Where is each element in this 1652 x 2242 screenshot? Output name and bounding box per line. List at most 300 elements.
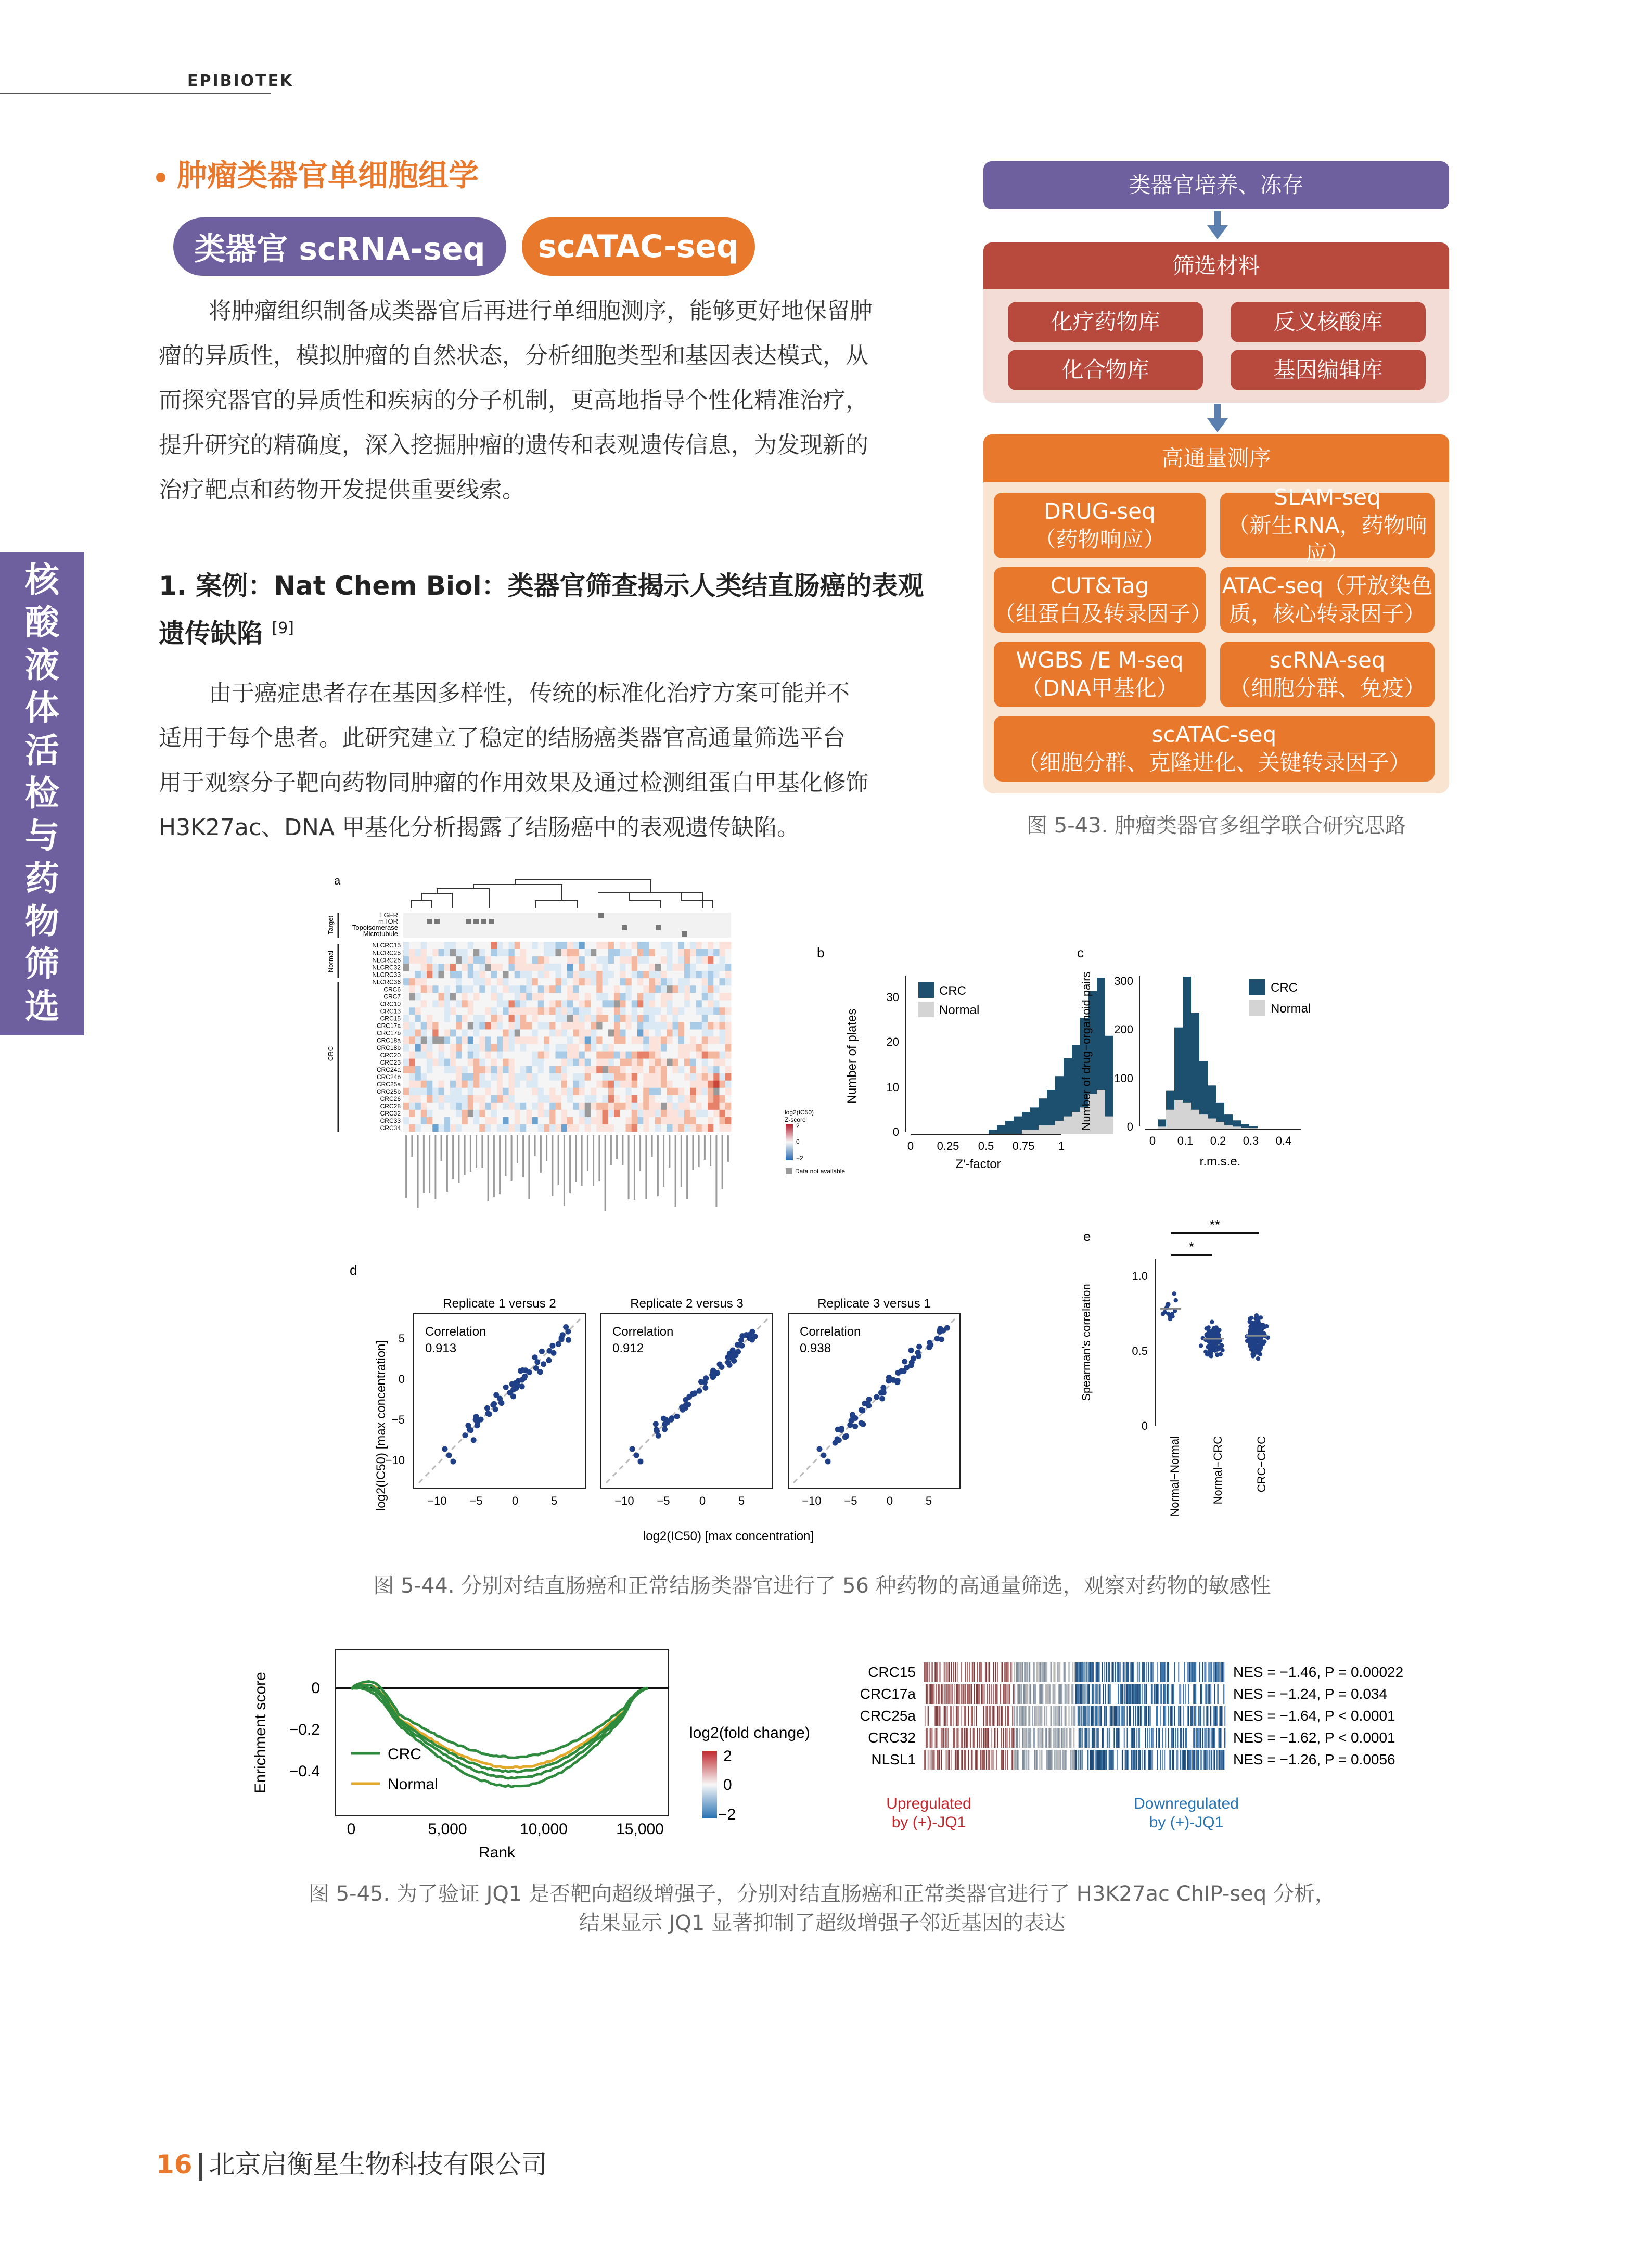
heatmap-cell [526, 1052, 532, 1059]
fig45-barcode-tick [1173, 1750, 1174, 1770]
heatmap-cell [637, 1066, 644, 1073]
fig45-barcode-tick [1065, 1750, 1066, 1770]
fig45-barcode-tick [988, 1728, 989, 1748]
heatmap-cell [708, 1081, 714, 1088]
heatmap-cell [439, 1088, 445, 1095]
fig44e-point [1210, 1320, 1214, 1324]
heatmap-cell [491, 1073, 497, 1081]
heatmap-cell [673, 1029, 679, 1036]
heatmap-cell [637, 1015, 644, 1022]
heatmap-cell [684, 1007, 690, 1015]
fig45-barcode-tick [1005, 1750, 1006, 1770]
heatmap-cell [596, 964, 603, 971]
fig45-barcode-tick [1129, 1684, 1130, 1704]
fig45-barcode-tick [1104, 1750, 1105, 1770]
heatmap-cell [450, 1066, 456, 1073]
fig44a-drug-labels [406, 1135, 728, 1211]
fig44c-bar-normal [1174, 1100, 1183, 1129]
heatmap-cell [549, 1124, 556, 1132]
fig45-row-label: NLSL1 [871, 1751, 916, 1767]
heatmap-cell [684, 985, 690, 993]
fig44b-bar-normal [1030, 1130, 1039, 1134]
heatmap-cell [556, 1000, 562, 1007]
heatmap-cell [432, 1037, 439, 1044]
fig45-barcode-tick [1023, 1750, 1024, 1770]
heatmap-cell [567, 1059, 573, 1066]
fig45-barcode-tick [1137, 1662, 1138, 1682]
fig45-barcode-tick [1220, 1750, 1221, 1770]
heatmap-cell [444, 964, 451, 971]
heatmap-cell [491, 1088, 497, 1095]
heatmap-cell [509, 949, 515, 956]
heatmap-cell [637, 1022, 644, 1029]
fig45-barcode-tick [1140, 1750, 1141, 1770]
fig45-barcode-tick [1204, 1750, 1205, 1770]
fig45-barcode-tick [1195, 1706, 1196, 1726]
heatmap-cell [556, 978, 562, 985]
heatmap-cell [427, 1073, 433, 1081]
fig45-barcode-tick [1098, 1728, 1099, 1748]
heatmap-cell [515, 1088, 521, 1095]
fig45-barcode-tick [1014, 1684, 1015, 1704]
fig45-barcode-tick [1052, 1750, 1053, 1770]
heatmap-cell [468, 1022, 474, 1029]
fig45-barcode-tick [1053, 1706, 1054, 1726]
fig45-barcode-tick [982, 1750, 983, 1770]
fig45-barcode-tick [1157, 1706, 1158, 1726]
fig45-barcode-tick [977, 1662, 978, 1682]
heatmap-cell [509, 993, 515, 1000]
heatmap-cell [520, 1095, 527, 1103]
fig45-barcode-tick [937, 1706, 938, 1726]
fig45-barcode-tick [1203, 1706, 1205, 1726]
fig45-barcode-tick [1094, 1728, 1095, 1748]
heatmap-cell [473, 1117, 480, 1124]
fig45-barcode-tick [1205, 1750, 1206, 1770]
fig45-barcode-tick [1000, 1684, 1001, 1704]
fig45-barcode-tick [1095, 1706, 1096, 1726]
fig45-barcode-tick [1224, 1706, 1225, 1726]
fig45-barcode-tick [1215, 1662, 1216, 1682]
heatmap-cell [596, 978, 603, 985]
heatmap-cell [515, 1007, 521, 1015]
heatmap-cell [532, 1007, 539, 1015]
fig45-barcode-tick [1139, 1750, 1140, 1770]
fig44b-xtick: 0.75 [1012, 1139, 1035, 1152]
fig45-barcode-tick [1008, 1684, 1009, 1704]
heatmap-cell [462, 978, 468, 985]
fig45-barcode-tick [1140, 1706, 1141, 1726]
fig45-barcode-tick [1002, 1662, 1003, 1682]
heatmap-cell [632, 978, 638, 985]
fig45-barcode-tick [1180, 1684, 1181, 1704]
heatmap-cell [491, 1015, 497, 1022]
fig44a-row-label: NLCRC32 [372, 964, 401, 971]
heatmap-cell [515, 1117, 521, 1124]
fig44e-point [1252, 1331, 1256, 1336]
fig45-barcode-tick [957, 1728, 958, 1748]
fig45-barcode-tick [1205, 1662, 1206, 1682]
heatmap-cell [725, 1095, 732, 1103]
heatmap-cell [585, 949, 591, 956]
heatmap-cell [678, 1052, 685, 1059]
fig45-barcode-tick [1168, 1706, 1169, 1726]
heatmap-cell [561, 1110, 568, 1117]
heatmap-cell [432, 1052, 439, 1059]
heatmap-cell [432, 993, 439, 1000]
heatmap-cell [439, 1103, 445, 1110]
heatmap-cell [432, 1110, 439, 1117]
heatmap-cell [690, 1007, 696, 1015]
heatmap-cell [643, 942, 649, 949]
heatmap-cell [649, 1088, 656, 1095]
fig45-barcode-tick [1075, 1662, 1077, 1682]
heatmap-cell [713, 1022, 720, 1029]
fig44d-point [874, 1394, 879, 1400]
fig45-barcode-tick [1133, 1706, 1134, 1726]
fig45-barcode-tick [1159, 1728, 1160, 1748]
heatmap-cell [684, 942, 690, 949]
heatmap-cell [479, 985, 485, 993]
heatmap-cell [673, 1007, 679, 1015]
heatmap-cell [497, 1007, 503, 1015]
heatmap-cell [608, 978, 614, 985]
fig45-barcode-tick [1126, 1684, 1127, 1704]
heatmap-cell [708, 993, 714, 1000]
fig45-barcode-tick [1011, 1750, 1012, 1770]
heatmap-cell [421, 1073, 427, 1081]
heatmap-cell [643, 1059, 649, 1066]
heatmap-cell [450, 1081, 456, 1088]
fig44a-row-label: CRC13 [380, 1007, 401, 1015]
heatmap-cell [596, 1029, 603, 1036]
fig45-barcode-tick [985, 1662, 986, 1682]
heatmap-cell [637, 964, 644, 971]
fig45-barcode-tick [1194, 1662, 1195, 1682]
heatmap-cell [532, 993, 539, 1000]
heatmap-cell [713, 1052, 720, 1059]
fig44d-point [674, 1414, 680, 1419]
heatmap-cell [608, 1073, 614, 1081]
heatmap-cell [596, 1015, 603, 1022]
fig45-barcode-tick [1039, 1662, 1040, 1682]
fig45-barcode-tick [947, 1706, 948, 1726]
heatmap-cell [421, 993, 427, 1000]
heatmap-cell [432, 1088, 439, 1095]
fig45-barcode-tick [1009, 1684, 1010, 1704]
heatmap-cell [626, 1103, 632, 1110]
heatmap-cell [620, 1081, 626, 1088]
heatmap-cell [456, 964, 462, 971]
heatmap-cell [520, 993, 527, 1000]
heatmap-cell [549, 1022, 556, 1029]
fig45-barcode-tick [1038, 1706, 1039, 1726]
fig45-barcode-tick [1042, 1728, 1043, 1748]
heatmap-cell [649, 1022, 656, 1029]
fig44d-point [484, 1405, 490, 1411]
heatmap-cell [585, 985, 591, 993]
flow-lib-chemo: 化疗药物库 [1008, 302, 1203, 342]
fig45-barcode-tick [1214, 1662, 1215, 1682]
heatmap-cell [468, 993, 474, 1000]
fig45-barcode-tick [1005, 1684, 1006, 1704]
heatmap-cell [549, 964, 556, 971]
heatmap-cell [532, 1117, 539, 1124]
heatmap-cell [661, 1124, 667, 1132]
heatmap-cell [497, 1000, 503, 1007]
fig45-barcode-tick [940, 1706, 941, 1726]
heatmap-cell [491, 1007, 497, 1015]
fig45-barcode-tick [1221, 1750, 1222, 1770]
heatmap-cell [491, 1044, 497, 1052]
heatmap-cell [462, 1095, 468, 1103]
fig45-barcode-tick [1021, 1662, 1022, 1682]
fig45-barcode-tick [1190, 1750, 1191, 1770]
fig45-barcode-tick [985, 1706, 986, 1726]
fig45-barcode-tick [926, 1684, 927, 1704]
heatmap-cell [608, 1052, 614, 1059]
fig45-barcode-tick [957, 1706, 958, 1726]
heatmap-cell [567, 1029, 573, 1036]
fig45-barcode-tick [938, 1750, 939, 1770]
fig45-barcode-tick [1148, 1706, 1149, 1726]
heatmap-cell [579, 956, 585, 964]
fig45-figure [229, 1634, 1436, 1884]
fig44b-bar-crc [989, 1130, 997, 1134]
heatmap-cell [667, 1000, 673, 1007]
heatmap-cell [479, 956, 485, 964]
fig45-down-label: Downregulated [1134, 1795, 1239, 1812]
side-char: 选 [25, 987, 59, 1027]
heatmap-cell [603, 942, 609, 949]
heatmap-cell [603, 956, 609, 964]
fig45-barcode-tick [986, 1750, 987, 1770]
fig45-barcode-tick [1026, 1750, 1027, 1770]
heatmap-cell [421, 1066, 427, 1073]
heatmap-cell [468, 985, 474, 993]
fig45-barcode-tick [1041, 1728, 1042, 1748]
fig45-barcode-tick [931, 1728, 932, 1748]
heatmap-cell [608, 956, 614, 964]
heatmap-cell [515, 1000, 521, 1007]
heatmap-cell [637, 956, 644, 964]
heatmap-cell [515, 1081, 521, 1088]
fig45-barcode-tick [1081, 1684, 1082, 1704]
heatmap-cell [415, 985, 421, 993]
fig45-barcode-tick [1083, 1684, 1084, 1704]
fig45-barcode-tick [983, 1684, 984, 1704]
fig45-barcode-tick [1131, 1662, 1132, 1682]
fig45-barcode-tick [1097, 1750, 1098, 1770]
heatmap-cell [479, 1073, 485, 1081]
heatmap-cell [439, 1015, 445, 1022]
fig45-barcode-tick [972, 1706, 973, 1726]
heatmap-cell [415, 1073, 421, 1081]
fig45-barcode-tick [1040, 1706, 1041, 1726]
heatmap-cell [643, 956, 649, 964]
fig45-barcode-tick [934, 1662, 936, 1682]
heatmap-cell [468, 1029, 474, 1036]
heatmap-cell [503, 1103, 509, 1110]
fig45-barcode-tick [1020, 1662, 1021, 1682]
heatmap-cell [544, 1000, 550, 1007]
fig45-barcode-tick [1102, 1662, 1103, 1682]
heatmap-cell [720, 1037, 726, 1044]
fig44d-point [661, 1416, 667, 1421]
heatmap-cell [591, 1073, 597, 1081]
heatmap-cell [713, 1088, 720, 1095]
heatmap-cell [585, 1066, 591, 1073]
fig45-barcode-tick [1149, 1728, 1150, 1748]
fig45-barcode-tick [1138, 1684, 1139, 1704]
heatmap-cell [713, 942, 720, 949]
fig45-barcode-tick [1041, 1750, 1042, 1770]
fig45-barcode-tick [949, 1662, 950, 1682]
fig45-barcode-tick [1106, 1662, 1107, 1682]
heatmap-cell [567, 1088, 573, 1095]
heatmap-cell [403, 1073, 409, 1081]
heatmap-cell [415, 1081, 421, 1088]
heatmap-cell [573, 1066, 579, 1073]
flow-step-screening: 筛选材料 [983, 242, 1449, 289]
fig44e-point [1212, 1348, 1216, 1352]
heatmap-cell [520, 949, 527, 956]
heatmap-cell [503, 1015, 509, 1022]
heatmap-cell [573, 1007, 579, 1015]
heatmap-cell [432, 1044, 439, 1052]
heatmap-cell [684, 1037, 690, 1044]
heatmap-cell [684, 1110, 690, 1117]
fig45-barcode-tick [1110, 1684, 1111, 1704]
heatmap-cell [643, 1044, 649, 1052]
heatmap-cell [485, 1052, 492, 1059]
fig45-barcode-tick [1220, 1706, 1221, 1726]
heatmap-cell [603, 1110, 609, 1117]
heatmap-cell [567, 949, 573, 956]
fig45-barcode-tick [952, 1684, 953, 1704]
heatmap-cell [696, 964, 702, 971]
heatmap-cell [544, 1015, 550, 1022]
heatmap-cell [561, 978, 568, 985]
heatmap-cell [432, 1007, 439, 1015]
heatmap-cell [678, 1029, 685, 1036]
heatmap-cell [491, 956, 497, 964]
flow-seq-cuttag-desc: （组蛋白及转录因子） [994, 601, 1213, 626]
heatmap-cell [603, 1124, 609, 1132]
fig44a-row-label: CRC17b [376, 1029, 401, 1037]
heatmap-cell [532, 1066, 539, 1073]
fig45-barcode-tick [1175, 1728, 1176, 1748]
fig45-barcode-tick [942, 1728, 943, 1748]
heatmap-cell [444, 1059, 451, 1066]
heatmap-cell [415, 1095, 421, 1103]
heatmap-cell [403, 1066, 409, 1073]
heatmap-cell [450, 985, 456, 993]
side-char: 体 [25, 688, 59, 728]
fig45-barcode-tick [1033, 1662, 1034, 1682]
heatmap-cell [579, 1088, 585, 1095]
fig45-barcode-tick [1203, 1750, 1205, 1770]
fig45-row-label: CRC25a [860, 1708, 916, 1724]
fig45-barcode-tick [1026, 1684, 1027, 1704]
heatmap-cell [497, 1103, 503, 1110]
heatmap-cell [439, 1059, 445, 1066]
heatmap-cell [526, 1117, 532, 1124]
heatmap-cell [432, 1022, 439, 1029]
fig45-barcode-tick [954, 1728, 955, 1748]
heatmap-cell [561, 993, 568, 1000]
fig45-barcode-tick [1025, 1706, 1026, 1726]
fig45-barcode-tick [973, 1662, 974, 1682]
heatmap-cell [708, 1124, 714, 1132]
heatmap-cell [421, 1103, 427, 1110]
fig45-barcode-tick [1002, 1750, 1003, 1770]
fig45-barcode-tick [974, 1728, 975, 1748]
heatmap-cell [549, 1110, 556, 1117]
heatmap-cell [637, 1037, 644, 1044]
fig45-barcode-tick [1005, 1662, 1006, 1682]
heatmap-cell [515, 1059, 521, 1066]
fig45-barcode-tick [1039, 1684, 1040, 1704]
fig45-barcode-tick [1181, 1728, 1182, 1748]
heatmap-cell [661, 1044, 667, 1052]
heatmap-cell [713, 1000, 720, 1007]
heatmap-cell [439, 993, 445, 1000]
fig45-barcode-tick [1145, 1750, 1146, 1770]
heatmap-cell [720, 1081, 726, 1088]
heatmap-cell [532, 1103, 539, 1110]
fig44d-point [485, 1411, 491, 1416]
heatmap-cell [579, 1059, 585, 1066]
case-line: 适用于每个患者。此研究建立了稳定的结肠癌类器官高通量筛选平台 [159, 725, 846, 751]
heatmap-cell [690, 1103, 696, 1110]
fig44b-legend-normal: Normal [939, 1003, 980, 1017]
fig44a-row-label: CRC28 [380, 1103, 401, 1110]
heatmap-cell [515, 1073, 521, 1081]
heatmap-cell [673, 1052, 679, 1059]
heatmap-cell [614, 1103, 620, 1110]
heatmap-cell [497, 949, 503, 956]
heatmap-cell [713, 993, 720, 1000]
fig45-barcode-tick [1017, 1750, 1018, 1770]
fig45-barcode-tick [937, 1662, 938, 1682]
intro-line: 将肿瘤组织制备成类器官后再进行单细胞测序，能够更好地保留肿 [209, 298, 873, 324]
fig45-down-label-2: by (+)-JQ1 [1149, 1814, 1224, 1831]
heatmap-cell [567, 956, 573, 964]
fig45-barcode-tick [1164, 1750, 1165, 1770]
heatmap-cell [649, 1000, 656, 1007]
fig45-barcode-tick [1014, 1728, 1015, 1748]
heatmap-cell [713, 1007, 720, 1015]
heatmap-cell [684, 1066, 690, 1073]
heatmap-cell [479, 1037, 485, 1044]
heatmap-cell [614, 1015, 620, 1022]
flow-step-culture: 类器官培养、冻存 [983, 161, 1449, 209]
fig44d-point [683, 1402, 689, 1408]
heatmap-cell [591, 1037, 597, 1044]
heatmap-cell [526, 964, 532, 971]
heatmap-cell [637, 942, 644, 949]
heatmap-cell [720, 1117, 726, 1124]
fig45-barcode-tick [1029, 1706, 1030, 1726]
fig45-barcode-tick [1079, 1706, 1080, 1726]
fig45-barcode-tick [1158, 1684, 1159, 1704]
fig45-barcode-tick [1045, 1662, 1046, 1682]
heatmap-cell [579, 1007, 585, 1015]
heatmap-cell [702, 1073, 708, 1081]
fig45-barcode-tick [996, 1684, 997, 1704]
heatmap-cell [544, 978, 550, 985]
